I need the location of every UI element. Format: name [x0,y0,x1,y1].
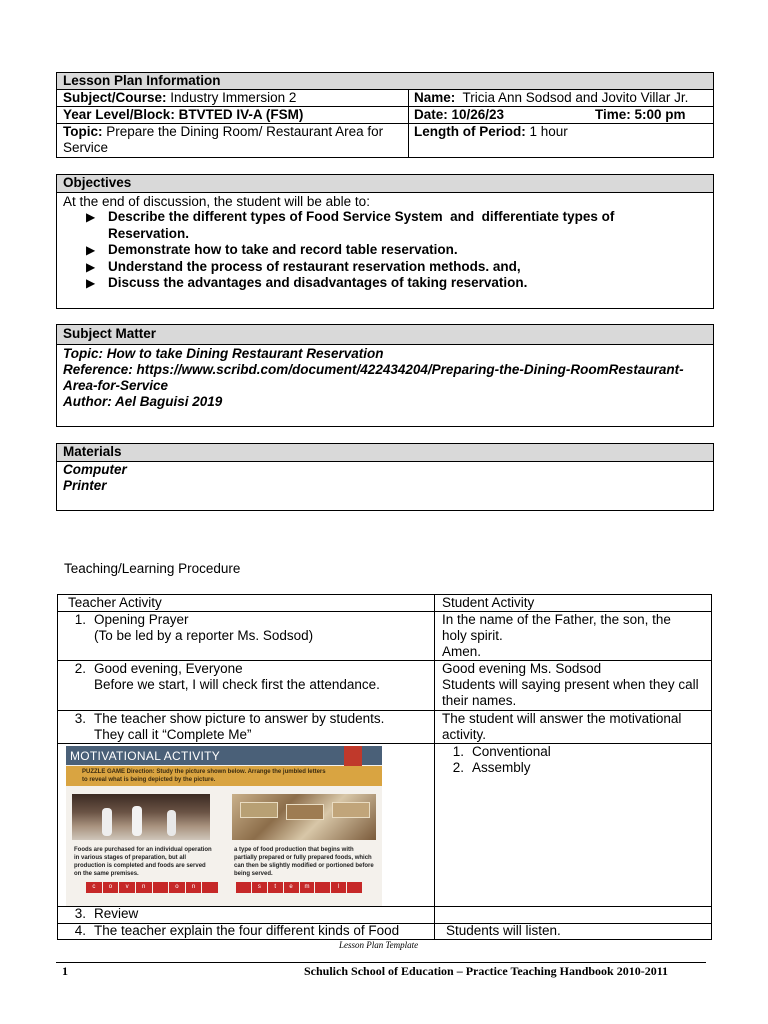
letter-box [347,882,362,893]
template-label: Lesson Plan Template [339,940,419,950]
red-accent-block [344,746,362,766]
year-label: Year Level/Block: [63,107,175,122]
subject-matter-header: Subject Matter [57,325,713,345]
objectives-header: Objectives [57,175,713,193]
topic-value-line1: Prepare the Dining Room/ Restaurant Area for [106,124,384,139]
page-number: 1 [62,964,68,978]
subject-matter-author: Author: Ael Baguisi 2019 [63,394,223,409]
lesson-info-table [56,72,714,158]
letter-box [202,882,218,893]
materials-table [56,443,714,511]
topic-label: Topic: [63,124,103,139]
procedure-title: Teaching/Learning Procedure [64,561,241,576]
arrow-bullet-icon: ▶ [86,260,96,274]
objective-item: Discuss the advantages and disadvantages of taking reservation. [108,275,528,290]
subject-matter-reference-cont: Area-for-Service [63,378,169,393]
prepared-food-photo [232,794,376,840]
subject-value: Industry Immersion 2 [170,90,297,105]
divider [58,743,711,744]
period-label: Length of Period: [414,124,526,139]
col-teacher-header: Teacher Activity [68,595,162,610]
kitchen-photo [72,794,210,840]
motivational-activity-image [66,746,382,906]
objective-item: Understand the process of restaurant reservation methods. and, [108,259,521,274]
materials-header: Materials [57,444,713,462]
divider [58,906,711,907]
letter-box: e [284,882,299,893]
footer-school: Schulich School of Education – Practice Teaching Handbook 2010-2011 [304,964,669,978]
letter-box: o [103,882,119,893]
arrow-bullet-icon: ▶ [86,276,96,290]
letter-box: v [119,882,135,893]
subject-matter-reference: Reference: https://www.scribd.com/document/422434204/Preparing-the-Dining-RoomRestaurant- [63,362,684,377]
letter-box: n [186,882,202,893]
letter-boxes-left [86,882,218,893]
subject-matter-table [56,324,714,427]
year-row [57,107,303,123]
period-row [408,124,568,140]
student-activity: The student will answer the motivational activity. [442,711,682,742]
objective-item: Demonstrate how to take and record table reservation. [108,242,458,257]
letter-box: m [300,882,315,893]
letter-box: t [268,882,283,893]
letter-box [153,882,169,893]
name-label: Name: [414,90,456,105]
letter-box: o [169,882,185,893]
answer-list: 1. Conventional 2. Assembly [452,744,551,775]
motivational-title: MOTIVATIONAL ACTIVITY [70,749,221,763]
period-value: 1 hour [529,124,568,139]
letter-boxes-right [236,882,362,893]
subject-row [57,90,296,106]
letter-box: l [331,882,346,893]
student-activity: In the name of the Father, the son, the holy spirit. Amen. [442,612,671,659]
objectives-intro: At the end of discussion, the student will be able to: [63,194,370,209]
divider [434,595,435,939]
teacher-activity: 1. Opening Prayer (To be led by a reporter Ms. Sodsod) [74,612,314,643]
name-row [408,90,688,106]
objective-item-continued: Reservation. [108,226,190,241]
arrow-bullet-icon: ▶ [86,210,96,224]
student-activity: Good evening Ms. Sodsod Students will saying present when they call their names. [442,661,699,708]
teacher-activity: 2. Good evening, Everyone Before we start, I will check first the attendance. [74,661,380,692]
letter-box: n [136,882,152,893]
time-label: Time: 5:00 pm [595,107,686,122]
material-item: Computer [63,462,127,477]
teacher-activity: 3. The teacher show picture to answer by students. They call it “Complete Me” [74,711,385,742]
student-activity: Students will listen. [446,923,561,938]
col-student-header: Student Activity [442,595,535,610]
footer-rule [56,962,706,963]
topic-value-line2: Service [63,140,109,155]
subject-label: Subject/Course: [63,90,167,105]
topic-row [57,124,407,156]
right-caption: a type of food production that begins with partially prepared or fully prepared foods, which can then be slightly modified or portioned before being served. [234,847,374,877]
letter-box [236,882,251,893]
objective-item: Describe the different types of Food Service System and differentiate types of [108,209,615,224]
teacher-activity: 3. Review [74,906,139,921]
direction-text: PUZZLE GAME Direction: Study the picture shown below. Arrange the jumbled letters [82,769,326,775]
subject-matter-topic: Topic: How to take Dining Restaurant Reservation [63,346,384,361]
left-caption: Foods are purchased for an individual operation in various stages of preparation, but all production is completed and foods are served on the same premises. [74,847,212,877]
lesson-info-header: Lesson Plan Information [57,73,713,90]
date-label: Date: 10/26/23 [414,107,505,122]
arrow-bullet-icon: ▶ [86,243,96,257]
letter-box: s [252,882,267,893]
letter-box: c [86,882,102,893]
letter-box [315,882,330,893]
name-value: Tricia Ann Sodsod and Jovito Villar Jr. [462,90,689,105]
material-item: Printer [63,478,107,493]
direction-text-cont: to reveal what is being depicted by the picture. [82,777,216,783]
teacher-activity: 4. The teacher explain the four different kinds of Food [74,923,400,938]
year-value: BTVTED IV-A (FSM) [178,107,304,122]
